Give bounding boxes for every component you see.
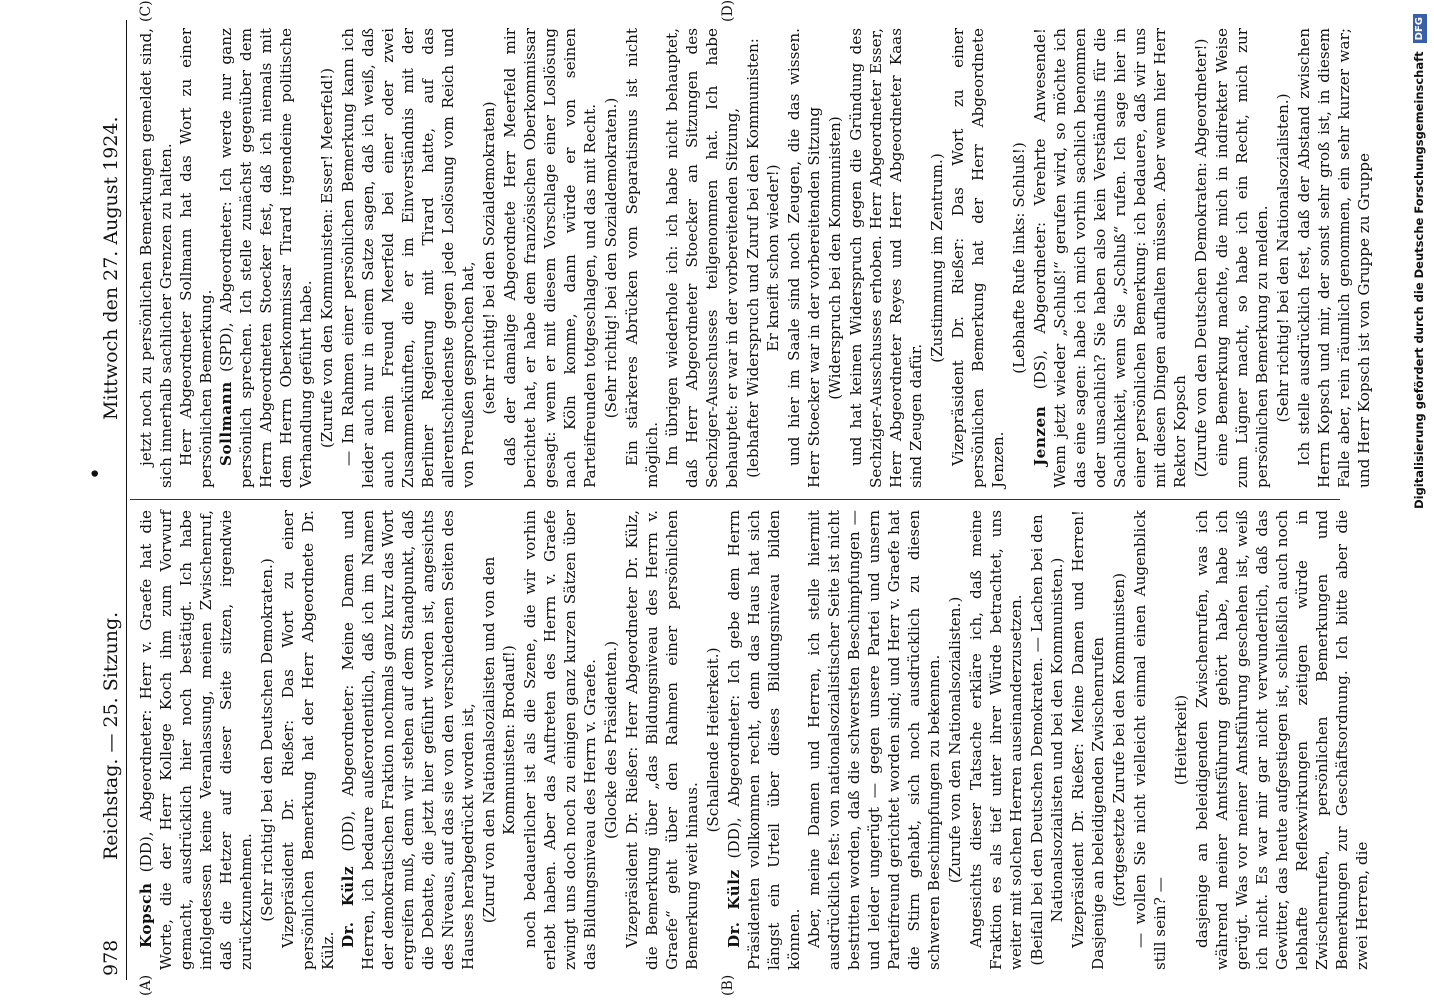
speaker-name: Dr. Külz	[339, 865, 357, 948]
speaker-name: Kopsch	[137, 882, 155, 948]
page-number: 978	[100, 939, 122, 976]
paragraph: — wollen Sie nicht vielleicht einmal einen Augenblick still sein? —	[1131, 510, 1169, 970]
interjection: (Sehr richtig! bei den Deutschen Demokraten.)	[258, 558, 276, 922]
paragraph: daß der damalige Abgeordnete Herr Meerfeld mir berichtet hat, er habe dem französischen Oberkommissar gesagt: wenn er mit diesem Vorschlage einer Loslösung nach Köln komme, dann würde er von seinen Parteifreunden totgeschlagen, und das mit Recht.	[501, 28, 599, 488]
margin-mark-c: (C)	[138, 0, 154, 22]
interjection: (Beifall bei den Deutschen Demokraten. — Lachen bei den Nationalsozialisten und bei den Kommunisten.)	[1028, 514, 1066, 966]
paragraph: Aber, meine Damen und Herren, ich stelle hiermit ausdrücklich fest: von nationalsozialistischer Seite ist nicht bestritten worden, daß die schwersten Beschimpfungen — und leider ungerügt — gegen unsere Partei und unsern Parteifreund gerichtet worden sind; und Herr v. Graefe hat die Stirn gehabt, sich noch ausdrücklich zu diesen schweren Beschimpfungen zu bekennen.	[805, 510, 943, 970]
paragraph: noch bedauerlicher ist als die Szene, die wir vorhin erlebt haben. Aber das Auftreten des Herrn v. Graefe zwingt uns doch noch zu einigen ganz kurzen Sätzen über das Bildungsniveau des Herrn v. Graefe.	[521, 510, 599, 970]
interjection: (Widerspruch bei den Kommunisten)	[826, 116, 844, 400]
header-dot: •	[84, 467, 109, 480]
session-title: Reichstag. — 25. Sitzung.	[100, 611, 122, 860]
paragraph: Vizepräsident Dr. Rießer: Meine Damen und Herren! Dasjenige an beleidigenden Zwischenrufen	[1069, 510, 1107, 970]
speech-text: (SPD), Abgeordneter: Ich werde nur ganz persönlich sprechen. Ich stelle zunächst gegenüber dem Herrn Abgeordneten Stoecker fest, daß ich niemals mit dem Herrn Oberkommissar Tirard irgendeine politische Verhandlung geführt habe.	[217, 28, 315, 488]
column-divider	[130, 499, 1340, 500]
page-header	[84, 20, 127, 980]
paragraph: Angesichts dieser Tatsache erkläre ich, daß meine Fraktion es als tief unter ihrer Würde betrachtet, uns weiter mit solchen Herren auseinanderzusetzen.	[967, 510, 1025, 970]
speech-paragraph	[136, 510, 256, 970]
paragraph: Ein stärkeres Abrücken vom Separatismus ist nicht möglich.	[623, 28, 661, 488]
interjection: (Sehr richtig! bei den Sozialdemokraten.)	[602, 97, 620, 419]
paragraph: Vizepräsident Dr. Rießer: Das Wort zu einer persönlichen Bemerkung hat der Herr Abgeordnete Jenzen.	[949, 28, 1007, 488]
speech-paragraph	[1030, 28, 1190, 488]
speaker-name: Jenzen	[1031, 405, 1049, 466]
margin-mark-d: (D)	[720, 0, 736, 22]
left-column	[136, 509, 1371, 970]
paragraph: — Im Rahmen einer persönlichen Bemerkung kann ich leider auch nur in einem Satze sagen, daß ich weiß, daß auch mein Freund Meerfeld bei einer oder zwei Zusammenkünften, die er im Einverständnis mit der Berliner Regierung mit Tirard hatte, auf das allerentschiedenste gegen jede Loslösung vom Reich und von Preußen gesprochen hat,	[339, 28, 477, 488]
speaker-name: Dr. Külz	[725, 869, 743, 948]
paragraph: Vizepräsident Dr. Rießer: Das Wort zu einer persönlichen Bemerkung hat der Herr Abgeordnete Dr. Külz.	[279, 510, 337, 970]
speech-paragraph	[338, 510, 478, 970]
speech-text: (DS), Abgeordneter: Verehrte Anwesende! Wenn jetzt wieder „Schluß!“ gerufen wird, so möchte ich das eine sagen: habe ich mich vorhin sachlich benommen oder unsachlich? Sie haben also kein Verständnis für die Sachlichkeit, wenn Sie „Schluß“ rufen. Ich sage hier in einer persönlichen Bemerkung: ich bedauere, daß wir uns mit diesen Dingen aufhalten müssen. Aber wenn hier Herr Rektor Kopsch	[1031, 28, 1189, 488]
interjection: (Zurufe von den Deutschen Demokraten: Abgeordneter!)	[1192, 38, 1210, 478]
interjection: (Sehr richtig! bei den Nationalsozialisten.)	[1274, 93, 1292, 423]
rotated-document-page	[70, 0, 1373, 1000]
interjection: (Glocke des Präsidenten.)	[602, 640, 620, 840]
paragraph: und hier im Saale sind noch Zeugen, die das wissen. Herr Stoecker war in der vorbereitenden Sitzung	[785, 28, 823, 488]
paragraph: eine Bemerkung machte, die mich in indirekter Weise zum Lügner macht, so habe ich ein Recht, mich zur persönlichen Bemerkung zu melden.	[1213, 28, 1271, 488]
speech-paragraph	[724, 510, 804, 970]
margin-mark-a: (A)	[138, 974, 154, 996]
paragraph: Ich stelle ausdrücklich fest, daß der Abstand zwischen Herrn Kopsch und mir, der sonst sehr groß ist, in diesem Falle aber, rein räumlich genommen, ein sehr kurzer war; und Herr Kopsch ist von Gruppe zu Gruppe	[1295, 28, 1373, 488]
speech-text: (DD), Abgeordneter: Meine Damen und Herren, ich bedaure außerordentlich, daß ich im Namen der demokratischen Fraktion nochmals ganz kurz das Wort ergreifen muß, denn wir stehen auf dem Standpunkt, daß die Debatte, die jetzt hier geführt worden ist, angesichts des Niveaus, auf das sie von den verschiedenen Seiten des Hauses herabgedrückt worden ist,	[339, 509, 477, 970]
interjection: (lebhafter Widerspruch und Zuruf bei den Kommunisten: Er kneift schon wieder!)	[744, 38, 782, 478]
right-column	[136, 28, 1373, 488]
interjection: (Zurufe von den Nationalsozialisten.)	[946, 596, 964, 884]
date-title: Mittwoch den 27. August 1924.	[100, 116, 122, 420]
paragraph: dasjenige an beleidigenden Zwischenrufen, was ich während meiner Amtsführung gehört habe, habe ich gerügt. Was vor meiner Amtsführung geschehen ist, weiß ich nicht. Es war mir gar nicht verwunderlich, daß das Gewitter, das heute aufgestiegen ist, schließlich auch noch lebhafte Reflexwirkungen zeitigen würde in Zwischenrufen, persönlichen Bemerkungen und Bemerkungen zur Geschäftsordnung. Ich bitte aber die zwei Herren, die	[1193, 510, 1371, 970]
dfg-logo: DFG	[1413, 14, 1427, 43]
interjection: (Lebhafte Rufe links: Schluß!)	[1010, 142, 1028, 374]
paragraph: Vizepräsident Dr. Rießer: Herr Abgeordneter Dr. Külz, die Bemerkung über „das Bildungsniveau des Herrn v. Graefe“ geht über den Rahmen einer persönlichen Bemerkung weit hinaus.	[623, 510, 701, 970]
interjection: (Zuruf von den Nationalsozialisten und von den Kommunisten: Brodauf!)	[480, 556, 518, 924]
interjection: (sehr richtig! bei den Sozialdemokraten)	[480, 101, 498, 415]
paragraph: Im übrigen wiederhole ich: ich habe nicht behauptet, daß Herr Abgeordneter Stoecker an Sitzungen des Sechziger-Ausschusses teilgenommen hat. Ich habe behauptet: er war in der vorbereitenden Sitzung,	[663, 28, 741, 488]
interjection: (Schallende Heiterkeit.)	[704, 647, 722, 833]
paragraph: jetzt noch zu persönlichen Bemerkungen gemeldet sind, sich innerhalb sachlicher Grenzen zu halten.	[137, 28, 175, 488]
credit-text: Digitalisierung gefördert durch die Deutsche Forschungsgemeinschaft	[1412, 51, 1426, 509]
speech-text: (DD), Abgeordneter: Ich gebe dem Herrn Präsidenten vollkommen recht, denn das Haus hat sich längst ein Urteil über dieses Bildungsniveau bilden können.	[725, 510, 803, 970]
paragraph: Herr Abgeordneter Sollmann hat das Wort zu einer persönlichen Bemerkung.	[177, 28, 215, 488]
interjection: (fortgesetzte Zurufe bei den Kommunisten)	[1110, 573, 1128, 907]
speech-text: (DD), Abgeordneter: Herr v. Graefe hat die Worte, die der Herr Kollege Koch ihm zum Vorwurf gemacht, ausdrücklich hier noch bestätigt. Ich habe infolgedessen keine Veranlassung, meinen Zwischenruf, daß die Hetzer auf dieser Seite sitzen, irgendwie zurückzunehmen.	[137, 510, 255, 970]
speech-paragraph	[216, 28, 316, 488]
digitization-credit	[1404, 0, 1434, 1000]
speaker-name: Sollmann	[217, 381, 235, 466]
interjection: (Heiterkeit)	[1172, 694, 1190, 786]
interjection: (Zurufe von den Kommunisten: Esser! Meerfeld!)	[318, 67, 336, 449]
margin-mark-b: (B)	[720, 974, 736, 996]
interjection: (Zustimmung im Zentrum.)	[928, 153, 946, 363]
paragraph: und hat keinen Widerspruch gegen die Gründung des Sechziger-Ausschusses erhoben. Herr Abgeordneter Esser, Herr Abgeordneter Reyes und Herr Abgeordneter Kaas sind Zeugen dafür.	[847, 28, 925, 488]
